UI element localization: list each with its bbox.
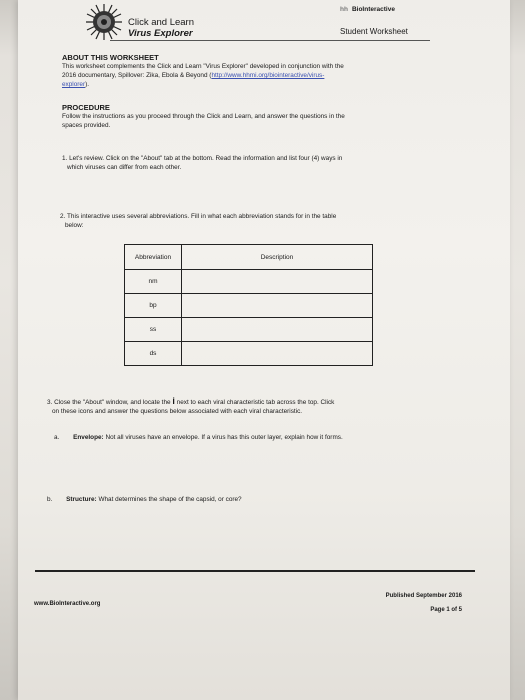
description-cell[interactable] bbox=[182, 294, 373, 318]
description-cell[interactable] bbox=[182, 342, 373, 366]
abbreviation-header: Abbreviation bbox=[125, 245, 182, 270]
question-3a bbox=[54, 433, 474, 442]
about-line-2 bbox=[62, 71, 462, 80]
procedure-line-1: Follow the instructions as you proceed through the Click and Learn, and answer the questions in the bbox=[62, 113, 345, 120]
publish-date: Published September 2016 bbox=[385, 593, 462, 599]
description-cell[interactable] bbox=[182, 270, 373, 294]
question-3b-marker: b. bbox=[47, 496, 53, 503]
footer-website: www.BioInteractive.org bbox=[34, 601, 101, 607]
about-text bbox=[62, 62, 462, 89]
table-row bbox=[125, 294, 373, 318]
question-1-line-2: which viruses can differ from each other. bbox=[67, 164, 182, 171]
worksheet-type: Student Worksheet bbox=[340, 27, 408, 36]
question-3-line-1 bbox=[47, 397, 467, 407]
title-line-1: Click and Learn bbox=[128, 17, 195, 28]
table-row bbox=[125, 318, 373, 342]
about-line-1: This worksheet complements the Click and Learn "Virus Explorer" developed in conjunction with the bbox=[62, 63, 344, 70]
question-2-line-2: below: bbox=[65, 222, 84, 229]
question-3b-label: Structure: bbox=[66, 496, 97, 503]
question-3-text-a: 3. Close the "About" window, and locate the bbox=[47, 399, 171, 406]
question-3a-label: Envelope: bbox=[73, 434, 104, 441]
question-3a-marker: a. bbox=[54, 434, 60, 441]
header-divider bbox=[110, 40, 430, 41]
brand-name: BioInteractive bbox=[351, 6, 395, 13]
virus-logo-icon bbox=[84, 2, 124, 42]
virus-explorer-link-cont[interactable]: explorer bbox=[62, 81, 86, 88]
question-3a-text: Not all viruses have an envelope. If a virus has this outer layer, explain how it forms. bbox=[105, 434, 343, 441]
info-icon: i bbox=[172, 396, 175, 406]
question-3-text-b: next to each viral characteristic tab across the top. Click bbox=[176, 399, 335, 406]
abbreviation-cell: bp bbox=[125, 294, 182, 318]
question-1 bbox=[62, 154, 462, 172]
table-header-row bbox=[125, 245, 373, 270]
procedure-line-2: spaces provided. bbox=[62, 122, 111, 129]
question-3-line-2: on these icons and answer the questions below associated with each viral characteristic. bbox=[52, 408, 303, 415]
question-2-line-1: 2. This interactive uses several abbreviations. Fill in what each abbreviation stands for in the table bbox=[60, 213, 337, 220]
page-number: Page 1 of 5 bbox=[430, 607, 462, 613]
table-row bbox=[125, 342, 373, 366]
question-1-line-1: 1. Let's review. Click on the "About" tab at the bottom. Read the information and list four (4) ways in bbox=[62, 155, 343, 162]
brand-logo bbox=[340, 6, 395, 13]
question-2 bbox=[60, 212, 460, 230]
description-cell[interactable] bbox=[182, 318, 373, 342]
procedure-text bbox=[62, 112, 462, 130]
about-line-3-suffix: ). bbox=[85, 81, 89, 88]
question-3b-text: What determines the shape of the capsid, or core? bbox=[98, 496, 242, 503]
abbreviation-cell: ss bbox=[125, 318, 182, 342]
abbreviation-table bbox=[124, 244, 373, 366]
about-heading: ABOUT THIS WORKSHEET bbox=[62, 53, 159, 62]
hhmi-mark: hh bbox=[340, 6, 348, 13]
virus-explorer-link[interactable]: http://www.hhmi.org/biointeractive/virus- bbox=[211, 72, 325, 79]
abbreviation-cell: ds bbox=[125, 342, 182, 366]
about-line-2-text: 2016 documentary, Spillover: Zika, Ebola & Beyond ( bbox=[62, 72, 212, 79]
worksheet-title bbox=[128, 17, 194, 39]
procedure-heading: PROCEDURE bbox=[62, 103, 110, 112]
question-3b bbox=[47, 495, 467, 504]
title-line-2: Virus Explorer bbox=[128, 28, 193, 39]
table-row bbox=[125, 270, 373, 294]
footer-divider bbox=[35, 570, 475, 572]
footer-info bbox=[370, 589, 462, 617]
description-header: Description bbox=[182, 245, 373, 270]
abbreviation-cell: nm bbox=[125, 270, 182, 294]
about-line-3 bbox=[62, 80, 462, 89]
question-3 bbox=[47, 397, 467, 416]
